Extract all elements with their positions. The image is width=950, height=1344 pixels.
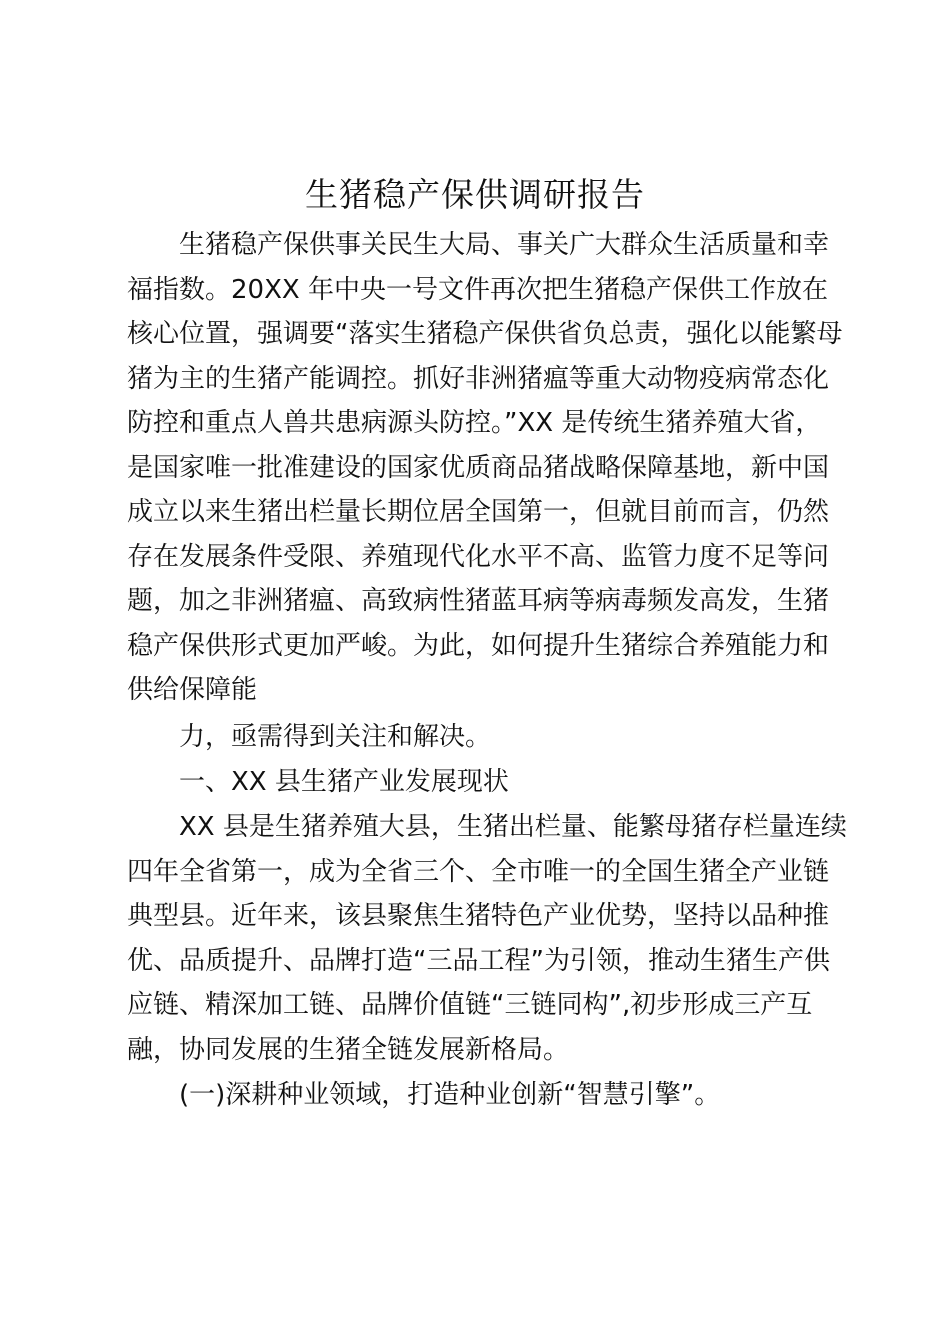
paragraph-line: XX 县是生猪养殖大县，生猪出栏量、能繁母猪存栏量连续 [179,812,847,842]
subsection-heading-text: (一)深耕种业领域，打造种业创新“智慧引擎”。 [179,1080,721,1110]
paragraph-line: 典型县。近年来，该县聚焦生猪特色产业优势，坚持以品种推 [127,901,830,931]
section1-paragraph [127,805,847,1072]
paragraph-line: 四年全省第一，成为全省三个、全市唯一的全国生猪全产业链 [127,856,830,887]
document-title: 生猪稳产保供调研报告 [305,175,645,214]
paragraph-line: 优、品质提升、品牌打造“三品工程”为引领，推动生猪生产供 [127,945,830,976]
paragraph-line: 福指数。20XX 年中央一号文件再次把生猪稳产保供工作放在 [127,274,828,305]
intro-paragraph [127,223,843,713]
paragraph-line: 防控和重点人兽共患病源头防控。”XX 是传统生猪养殖大省， [127,408,822,438]
paragraph-line: 是国家唯一批准建设的国家优质商品猪战略保障基地，新中国 [127,452,830,483]
paragraph-line: 猪为主的生猪产能调控。抓好非洲猪瘟等重大动物疫病常态化 [127,363,830,394]
section-heading-text: 一、XX 县生猪产业发展现状 [179,767,509,797]
continuation-paragraph [127,715,835,760]
paragraph-line: 核心位置，强调要“落实生猪稳产保供省负总责，强化以能繁母 [127,319,843,349]
paragraph-line: 生猪稳产保供事关民生大局、事关广大群众生活质量和幸 [179,230,830,260]
paragraph-line: 应链、精深加工链、品牌价值链“三链同构”,初步形成三产互 [127,990,813,1020]
paragraph-line: 存在发展条件受限、养殖现代化水平不高、监管力度不足等问 [127,541,830,572]
paragraph-line: 供给保障能 [127,675,258,705]
paragraph-line: 融，协同发展的生猪全链发展新格局。 [127,1034,570,1065]
section-heading [127,760,835,805]
paragraph-line: 稳产保供形式更加严峻。为此，如何提升生猪综合养殖能力和 [127,630,830,661]
paragraph-line: 题，加之非洲猪瘟、高致病性猪蓝耳病等病毒频发高发，生猪 [127,586,830,616]
paragraph-line: 力，亟需得到关注和解决。 [179,722,492,752]
paragraph-line: 成立以来生猪出栏量长期位居全国第一，但就目前而言，仍然 [127,497,830,527]
subsection-heading [127,1073,835,1118]
